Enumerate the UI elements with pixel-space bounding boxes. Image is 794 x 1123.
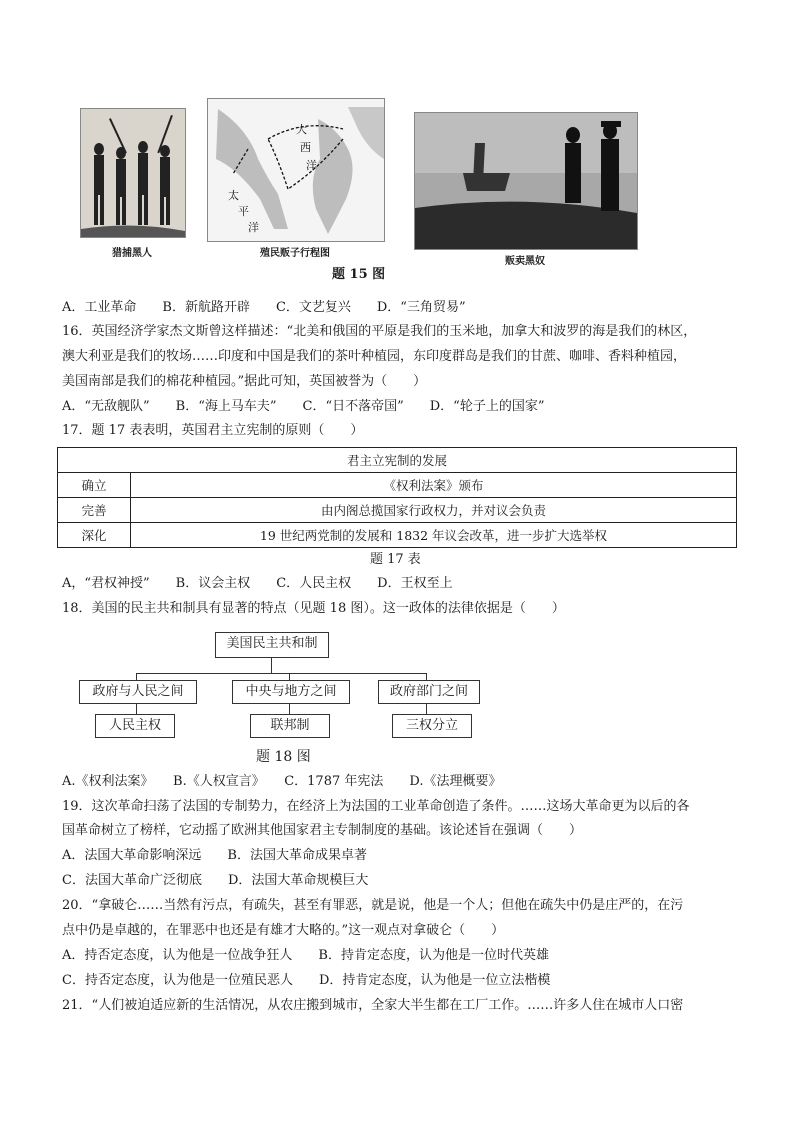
q19-options-ab: A．法国大革命影响深远 B．法国大革命成果卓著 xyxy=(62,848,367,863)
image-selling-slaves xyxy=(414,112,638,250)
map-label-da: 大 xyxy=(296,123,307,136)
diagram-leaf-3: 三权分立 xyxy=(392,714,472,738)
diagram-root: 美国民主共和制 xyxy=(215,632,329,658)
connector xyxy=(426,704,427,714)
q19-options-cd: C．法国大革命广泛彻底 D．法国大革命规模巨大 xyxy=(62,873,369,888)
q17-table xyxy=(57,447,737,548)
diagram-mid-2: 中央与地方之间 xyxy=(232,680,350,704)
table-cell-stage: 确立 xyxy=(58,473,131,498)
table-row xyxy=(58,473,737,498)
table-cell-stage: 完善 xyxy=(58,498,131,523)
caption-hunting: 猎捕黑人 xyxy=(112,248,152,259)
table-cell-content: 《权利法案》颁布 xyxy=(131,473,737,498)
q15-options: A．工业革命 B．新航路开辟 C．文艺复兴 D．“三角贸易” xyxy=(62,300,466,315)
connector xyxy=(136,673,426,674)
diagram-mid-1: 政府与人民之间 xyxy=(79,680,197,704)
q18-stem: 18．美国的民主共和制具有显著的特点（见题 18 图）。这一政体的法律依据是（ ） xyxy=(62,601,565,616)
q16-line-2: 澳大利亚是我们的牧场……印度和中国是我们的茶叶种植园，东印度群岛是我们的甘蔗、咖啡、香料种植园， xyxy=(62,349,687,364)
q19-line-2: 国革命树立了榜样，它动摇了欧洲其他国家君主专制制度的基础。该论述旨在强调（ ） xyxy=(62,823,583,838)
image-trade-route-map xyxy=(207,98,385,242)
q17-options: A，“君权神授” B．议会主权 C．人民主权 D．王权至上 xyxy=(62,576,453,591)
table-cell-stage: 深化 xyxy=(58,523,131,548)
q18-options: A.《权利法案》 B.《人权宣言》 C．1787 年宪法 D.《法理概要》 xyxy=(62,774,502,789)
caption-trade-route: 殖民贩子行程图 xyxy=(260,248,330,259)
table-row xyxy=(58,498,737,523)
map-label-tai: 太 xyxy=(228,189,239,202)
image-hunting-slaves xyxy=(80,108,186,238)
q20-line-1: 20．“拿破仑……当然有污点，有疏失，甚至有罪恶，就是说，他是一个人；但他在疏失中仍是庄严的，在污 xyxy=(62,898,684,913)
q20-options-cd: C．持否定态度，认为他是一位殖民恶人 D．持肯定态度，认为他是一位立法楷模 xyxy=(62,973,551,988)
q20-options-ab: A．持否定态度，认为他是一位战争狂人 B．持肯定态度，认为他是一位时代英雄 xyxy=(62,948,549,963)
table-cell-content: 由内阁总揽国家行政权力，并对议会负责 xyxy=(131,498,737,523)
table-row xyxy=(58,523,737,548)
map-label-ping: 平 xyxy=(238,205,249,218)
q16-line-3: 美国南部是我们的棉花种植园。”据此可知，英国被誉为（ ） xyxy=(62,374,427,389)
diagram-leaf-1: 人民主权 xyxy=(95,714,175,738)
diagram-caption: 题 18 图 xyxy=(256,749,311,765)
figure-15-title: 题 15 图 xyxy=(332,267,386,282)
connector xyxy=(289,673,290,680)
table-header-row xyxy=(58,448,737,473)
connector xyxy=(136,704,137,714)
q21-line-1: 21．“人们被迫适应新的生活情况，从农庄搬到城市，全家大半生都在工厂工作。……许多人住在城市人口密 xyxy=(62,998,684,1013)
q17-stem: 17．题 17 表表明，英国君主立宪制的原则（ ） xyxy=(62,423,364,438)
connector xyxy=(289,704,290,714)
q20-line-2: 点中仍是卓越的，在罪恶中也还是有雄才大略的。”这一观点对拿破仑（ ） xyxy=(62,923,505,938)
q16-line-1: 16．英国经济学家杰文斯曾这样描述：“北美和俄国的平原是我们的玉米地，加拿大和波罗的海是我们的林区， xyxy=(62,324,697,339)
caption-selling: 贩卖黑奴 xyxy=(505,256,545,267)
map-label-yang: 洋 xyxy=(306,159,317,172)
connector xyxy=(136,673,137,680)
map-label-yang2: 洋 xyxy=(248,221,259,234)
table-header: 君主立宪制的发展 xyxy=(58,448,737,473)
diagram-leaf-2: 联邦制 xyxy=(250,714,330,738)
table-cell-content: 19 世纪两党制的发展和 1832 年议会改革，进一步扩大选举权 xyxy=(131,523,737,548)
figure-15 xyxy=(0,0,794,290)
q19-line-1: 19．这次革命扫荡了法国的专制势力，在经济上为法国的工业革命创造了条件。……这场大革命更为以后的各 xyxy=(62,799,690,814)
q16-options: A．“无敌舰队” B．“海上马车夫” C．“日不落帝国” D．“轮子上的国家” xyxy=(62,399,545,414)
q17-table-caption: 题 17 表 xyxy=(370,552,421,567)
connector xyxy=(271,658,272,674)
map-label-xi: 西 xyxy=(300,141,311,154)
connector xyxy=(426,673,427,680)
diagram-mid-3: 政府部门之间 xyxy=(378,680,480,704)
